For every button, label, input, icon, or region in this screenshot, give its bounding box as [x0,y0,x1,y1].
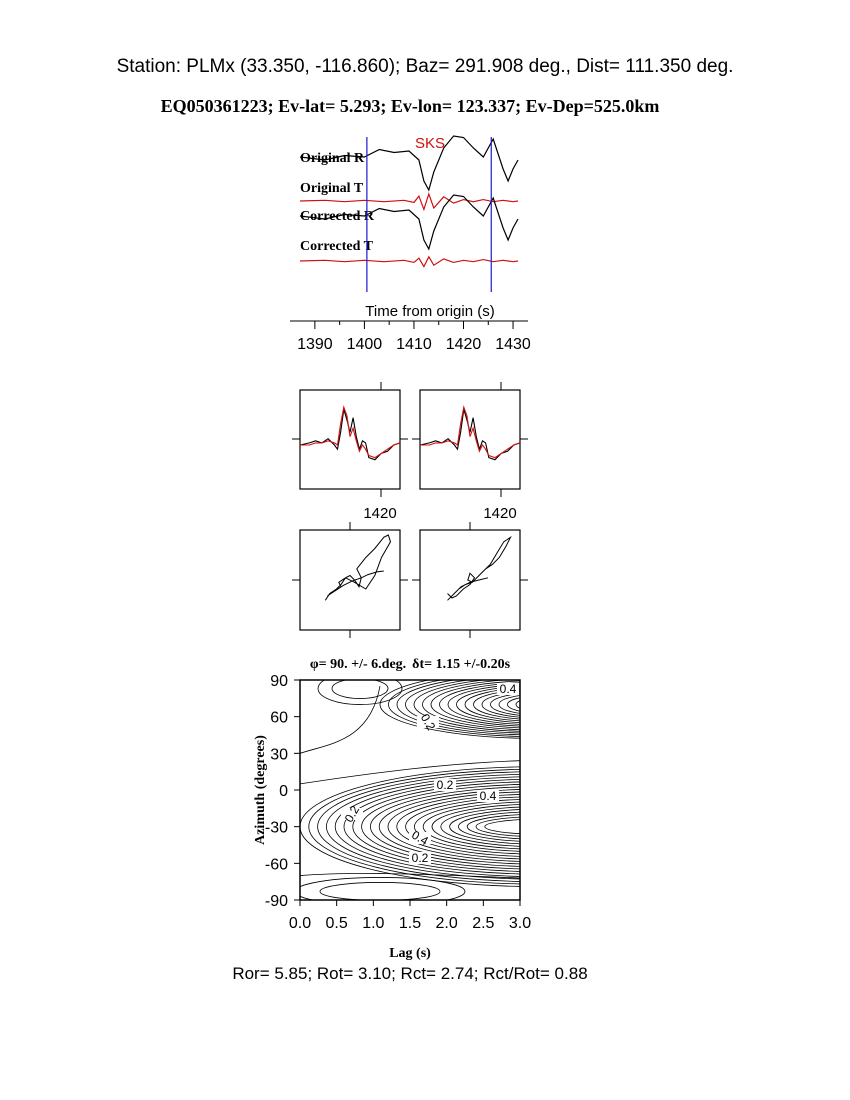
contour-line [326,774,753,879]
particle-motion-panel-right [412,522,528,638]
contour-line [388,792,692,862]
trace-label-corrected-r: Corrected R [300,209,374,224]
contour-title [310,657,511,672]
lag-tick-label: 2.5 [472,915,495,932]
time-tick-label: 1390 [297,336,333,353]
sks-phase-label: SKS [414,135,446,152]
contour-line [341,779,736,874]
contour-line [300,767,780,887]
contour-line [414,799,665,854]
waveform-frame-left [300,390,400,489]
contour-line [474,689,607,720]
contour-level-label: 0.4 [479,789,497,803]
contour-level-label: 0.2 [417,711,439,733]
particle-motion-path [448,537,511,600]
time-tick-label: 1410 [396,336,432,353]
contour-line [432,804,648,849]
contour-level-label: 0.4 [499,682,517,696]
contour-line [431,681,649,729]
contour-line [491,693,590,717]
contour-level-label: 0.4 [409,827,431,849]
contour-line [353,782,727,872]
contour-line [508,696,573,713]
time-tick-label: 1420 [445,336,482,353]
contour-level-label: 0.2 [436,778,454,792]
trace-label-corrected-t: Corrected T [300,239,373,254]
contour-line [499,694,581,714]
azimuth-tick-label: 0 [279,783,288,800]
contour-line [397,794,683,859]
particle-motion-panel-left [292,522,408,638]
contour-line [309,769,771,884]
contour-line [476,817,604,837]
phi-symbol: φ [309,657,319,672]
dt-value: = 1.15 +/-0.20s [424,657,511,672]
lag-tick-label: 1.5 [398,915,422,932]
station-info-line: Station: PLMx (33.350, -116.860); Baz= 291.908 deg., Dist= 111.350 deg. [116,56,734,77]
contour-line [465,687,615,721]
particle-frame-right [420,530,520,630]
contour-line [320,882,440,900]
azimuth-tick-label: 30 [270,746,288,764]
contour-line [516,698,564,712]
azimuth-tick-label: -90 [264,893,288,910]
contour-level-label: 0.2 [411,851,429,865]
lag-axis-label: Lag (s) [389,946,431,961]
contour-line [295,877,465,905]
waveform-tick-label-right: 1420 [483,505,517,522]
contour-line [300,761,520,784]
contour-line [414,677,666,731]
lag-tick-label: 0.5 [325,915,348,932]
waveform-panel-right [412,382,528,522]
dt-symbol: δt [412,657,425,672]
time-tick-label: 1430 [495,336,531,353]
time-axis-label: Time from origin (s) [365,303,495,320]
contour-line [318,673,402,705]
lag-tick-label: 3.0 [508,915,532,932]
lag-tick-label: 1.0 [362,915,385,932]
trace-series-3 [300,257,518,267]
contour-line [485,819,595,834]
time-tick-label: 1400 [346,336,383,353]
waveform-tick-label-left: 1420 [363,505,397,522]
traces-panel [290,135,531,353]
azimuth-tick-label: -60 [264,856,288,874]
azimuth-axis-label: Azimuth (degrees) [253,735,268,845]
lag-tick-label: 0.0 [288,915,312,932]
waveform-frame-right [420,390,520,489]
trace-label-original-t: Original T [300,181,364,196]
trace-label-original-r: Original R [300,151,365,166]
contour-line [406,676,675,734]
contour-line [441,807,639,847]
trace-series-1 [300,194,518,209]
contour-line [525,699,556,709]
contour-line [457,686,624,723]
phi-value: = 90. +/- 6.deg. [318,657,407,672]
waveform-panel-left [292,382,408,522]
contour-line [467,814,613,839]
lag-tick-label: 2.0 [435,915,458,932]
splitting-stats-line: Ror= 5.85; Rot= 3.10; Rct= 2.74; Rct/Rot= 0.88 [232,964,588,983]
azimuth-tick-label: 90 [270,673,288,690]
contour-line [440,682,641,726]
contour-line [318,772,763,882]
contour-panel [253,657,780,961]
contour-line [450,809,631,844]
contour-line [423,679,658,730]
contour-line [300,686,380,753]
contour-line [458,812,621,842]
event-info-line: EQ050361223; Ev-lat= 5.293; Ev-lon= 123.337; Ev-Dep=525.0km [160,96,660,116]
contour-line [406,797,675,857]
contour-line [448,684,632,725]
azimuth-tick-label: 60 [270,709,288,727]
particle-motion-path [325,535,390,600]
azimuth-tick-label: -30 [264,819,288,837]
contour-level-label: 0.2 [341,803,363,825]
